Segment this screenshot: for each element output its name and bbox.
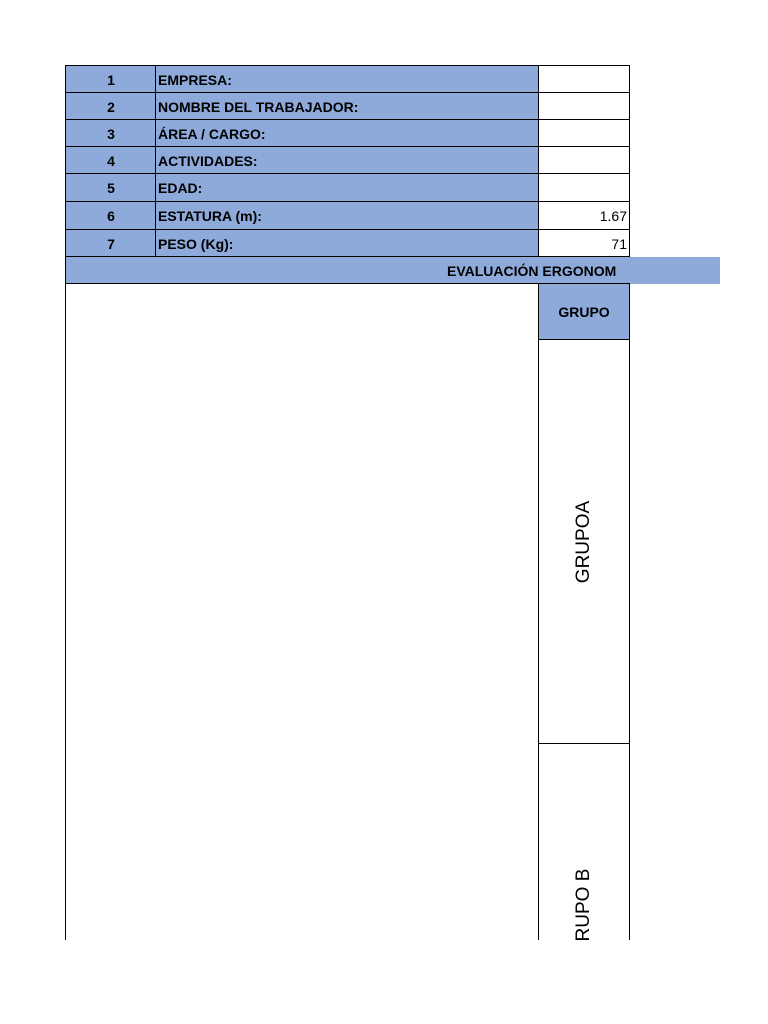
grid-line xyxy=(65,283,630,284)
grid-line xyxy=(65,92,630,93)
row-number: 2 xyxy=(66,93,156,120)
row-number: 4 xyxy=(66,147,156,174)
grid-line xyxy=(629,65,630,257)
grid-line xyxy=(538,284,539,940)
grid-line xyxy=(65,146,630,147)
grid-line xyxy=(65,256,630,257)
field-value-empresa[interactable] xyxy=(539,66,629,93)
field-value-estatura[interactable]: 1.67 xyxy=(599,208,627,224)
field-value-nombre[interactable] xyxy=(539,93,629,120)
field-label-empresa: EMPRESA: xyxy=(156,66,539,93)
field-value-edad[interactable] xyxy=(539,174,629,202)
field-value-peso[interactable]: 71 xyxy=(611,235,627,252)
field-label-area: ÁREA / CARGO: xyxy=(156,120,539,147)
group-b-label: RUPO B xyxy=(573,868,594,942)
grid-line xyxy=(65,173,630,174)
group-column-header: GRUPO xyxy=(539,284,629,340)
grid-line xyxy=(538,65,539,257)
grid-line xyxy=(155,65,156,257)
row-number: 3 xyxy=(66,120,156,147)
row-number: 6 xyxy=(66,202,156,230)
grid-line xyxy=(539,339,630,340)
field-label-edad: EDAD: xyxy=(156,174,539,202)
group-a-label: GRUPOA xyxy=(573,500,594,584)
grid-line xyxy=(65,229,630,230)
field-value-actividades[interactable] xyxy=(539,147,629,174)
grid-line xyxy=(65,119,630,120)
grid-line xyxy=(65,65,66,940)
field-label-estatura: ESTATURA (m): xyxy=(156,202,539,230)
evaluation-title: EVALUACIÓN ERGONOM xyxy=(447,262,617,279)
grid-line xyxy=(65,201,630,202)
field-label-nombre: NOMBRE DEL TRABAJADOR: xyxy=(156,93,539,120)
row-number: 7 xyxy=(66,230,156,257)
field-label-actividades: ACTIVIDADES: xyxy=(156,147,539,174)
grid-line xyxy=(65,65,630,66)
row-number: 1 xyxy=(66,66,156,93)
grid-line xyxy=(629,284,630,940)
field-label-peso: PESO (Kg): xyxy=(156,230,539,257)
row-number: 5 xyxy=(66,174,156,202)
field-value-area[interactable] xyxy=(539,120,629,147)
grid-line xyxy=(539,743,630,744)
